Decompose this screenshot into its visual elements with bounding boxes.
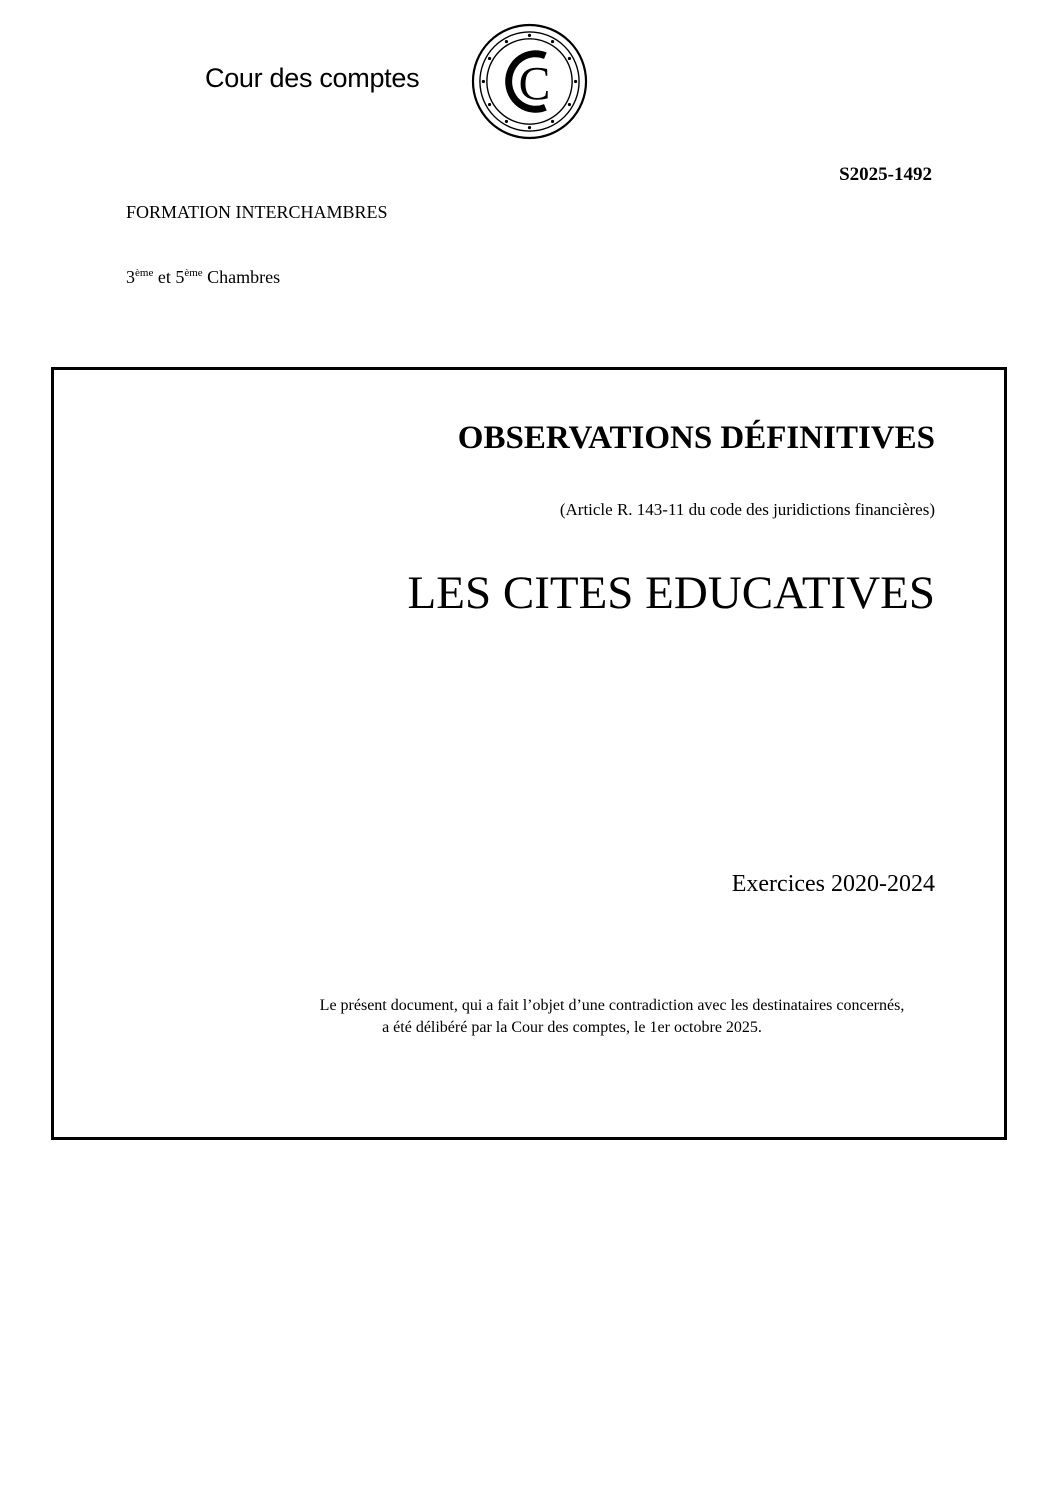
chamber-number-2: 5 bbox=[175, 267, 185, 287]
report-title: OBSERVATIONS DÉFINITIVES bbox=[457, 420, 935, 456]
reference-number: S2025-1492 bbox=[839, 164, 932, 185]
deliberation-note-line-1: Le présent document, qui a fait l’objet d’une contradiction avec les destinataires concernés, bbox=[319, 997, 905, 1014]
report-cover-box bbox=[51, 367, 1007, 1140]
seal-letter: C bbox=[518, 58, 551, 111]
chamber-suffix-1: ème bbox=[135, 267, 154, 279]
chambers-word: Chambres bbox=[202, 267, 281, 287]
deliberation-note bbox=[54, 995, 1010, 1039]
organization-name: Cour des comptes bbox=[205, 63, 420, 93]
formation-label: FORMATION INTERCHAMBRES bbox=[126, 202, 388, 222]
legal-basis: (Article R. 143-11 du code des juridictions financières) bbox=[559, 500, 935, 519]
chamber-suffix-2: ème bbox=[184, 267, 203, 279]
chambers-label bbox=[126, 265, 280, 289]
report-subject: LES CITES EDUCATIVES bbox=[407, 567, 935, 619]
chamber-number-1: 3 bbox=[126, 267, 135, 287]
report-period: Exercices 2020-2024 bbox=[731, 871, 935, 897]
cour-des-comptes-seal-logo bbox=[470, 22, 589, 141]
deliberation-note-line-2: a été délibéré par la Cour des comptes, le 1er octobre 2025. bbox=[382, 1019, 762, 1036]
chamber-connector: et bbox=[153, 267, 176, 287]
